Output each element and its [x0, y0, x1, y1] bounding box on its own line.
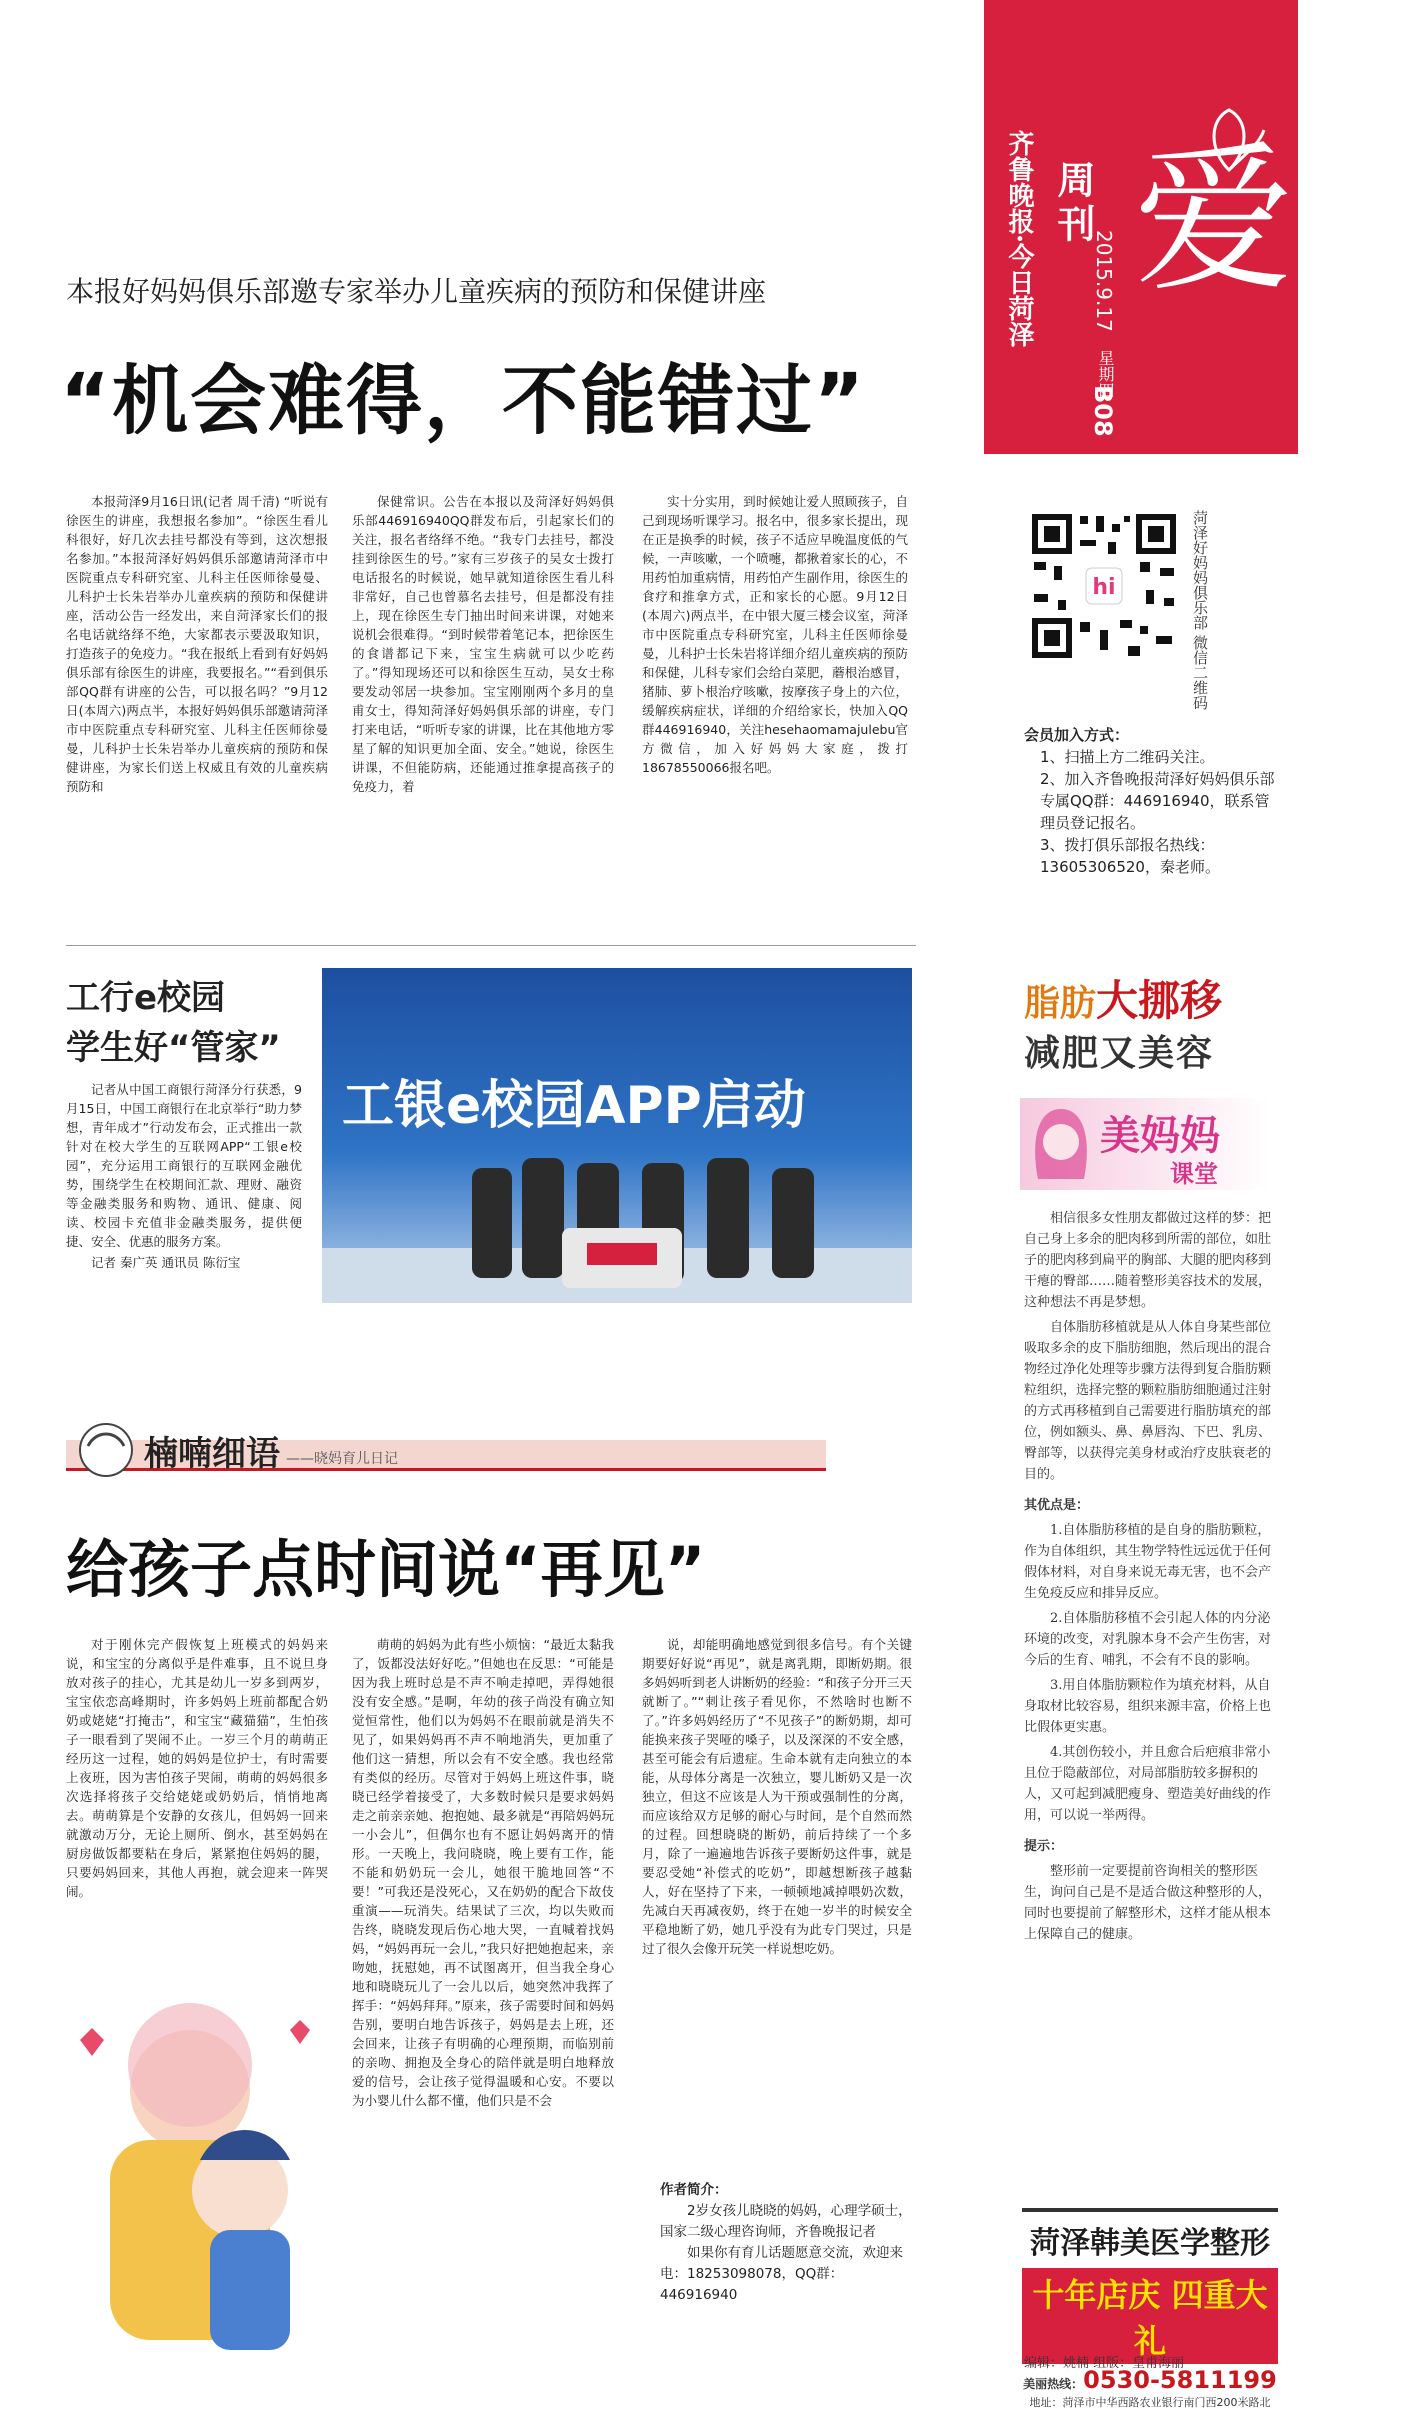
qr-caption — [1190, 510, 1210, 710]
fat-point-2: 2.自体脂肪移植不会引起人体的内分泌环境的改变，对乳腺本身不会产生伤害，对今后的生育、哺乳，不会有不良的影响。 — [1024, 1611, 1272, 1668]
clinic-ad — [1022, 2208, 1278, 2409]
clinic-hotline-label: 美丽热线： — [1023, 2377, 1084, 2391]
column-col2 — [352, 1635, 614, 2112]
members-item-3: 3、拨打俱乐部报名热线：13605306520，秦老师。 — [1040, 836, 1220, 876]
fat-title-big: 大挪移 — [1096, 976, 1223, 1025]
article2-body-text: 记者从中国工商银行菏泽分行获悉，9月15日，中国工商银行在北京举行“助力梦想，青年成才”行动发布会，正式推出一款针对在校大学生的互联网APP“工银e校园”，充分运用工商银行的互联网金融优势，围绕学生在校期间汇款、理财、融资等金融类服务和购物、通讯、健康、阅读、校园卡充值非金融类服务，提供便捷、安全、优惠的服务方案。 — [66, 1082, 302, 1249]
article2-title-1: 工行e校园 — [66, 978, 226, 1018]
fat-point-1: 1.自体脂肪移植的是自身的脂肪颗粒，作为自体组织，其生物学特性远远优于任何假体材料，对自身来说无毒无害，也不会产生免疫反应和排异反应。 — [1024, 1523, 1272, 1601]
photo-caption: 工银e校园APP启动 — [342, 1076, 806, 1136]
article1-col3-text: 实十分实用，到时候她让爱人照顾孩子，自己到现场听课学习。报名中，很多家长提出，现在正是换季的时候，孩子不适应早晚温度低的气候，一声咳嗽，一个喷嚏，都揪着家长的心，不用药怕加重病情，用药怕产生副作用，徐医生的食疗和推拿方式，正和家长的心愿。9月12日(本周六)两点半，在中银大厦三楼会议室，菏泽市中医院重点专科研究室，儿科主任医师徐曼曼，儿科护士长朱岩将详细介绍儿童疾病的预防和保健，儿科专家们会给白菜肥，蘑根治感冒，猪肺、萝卜根治疗咳嗽，按摩孩子身上的六位，缓解疾病症状，详细的介绍给家长，快加入QQ群446916940，关注hesehaomamajulebu官方微信，加入好妈妈大家庭，拨打18678550066报名吧。 — [642, 494, 908, 775]
members-item-1: 1、扫描上方二维码关注。 — [1040, 748, 1215, 766]
issue-weekday: 星期四 — [1096, 350, 1115, 398]
article2-byline: 记者 秦广英 通讯员 陈衍宝 — [91, 1255, 241, 1270]
article1-col2-text: 保健常识。公告在本报以及菏泽好妈妈俱乐部446916940QQ群发布后，引起家长们的关注，报名者络绎不绝。“我专门去挂号，都没挂到徐医生的号。”家有三岁孩子的吴女士拨打电话报名的时候说，她早就知道徐医生看儿科非常好，自己也曾慕名去挂号，但是都没有挂上，现在徐医生专门抽出时间来讲课，对她来说机会很难得。“到时候带着笔记本，把徐医生的食谱都记下来，宝宝生病就可以少吃药了。”得知现场还可以和徐医生互动，吴女士称要发动邻居一块参加。宝宝刚刚两个多月的皇甫女士，得知菏泽好妈妈俱乐部的讲座，专门打来电话，“听听专家的讲课，比在其他地方零星了解的知识更加全面、安全。”她说，徐医生讲课，不但能防病，还能通过推拿提高孩子的免疫力，着 — [352, 494, 614, 794]
flower-icon — [1189, 100, 1269, 180]
author-box — [660, 2180, 920, 2306]
divider — [66, 945, 916, 946]
fat-point-4: 4.其创伤较小，并且愈合后疤痕非常小且位于隐蔽部位，对局部脂肪较多摒积的人，又可起到减肥瘦身、塑造美好曲线的作用，可以说一举两得。 — [1024, 1745, 1272, 1823]
article1-col1-text: 本报菏泽9月16日讯(记者 周千清) “听说有徐医生的讲座，我想报名参加”。“徐医生看儿科很好，好几次去挂号都没有等到，这次想报名参加。”本报菏泽好妈妈俱乐部邀请菏泽市中医院重点专科研究室、儿科主任医师徐曼曼、儿科护士长朱岩举办儿童疾病的预防和保健讲座，活动公告一经发出，来自菏泽家长们的报名电话就络绎不绝，大家都表示要汲取知识，打造孩子的免疫力。“我在报纸上看到有好妈妈俱乐部有徐医生的讲座，我要报名。”“看到俱乐部QQ群有讲座的公告，可以报名吗？”9月12日(本周六)两点半，本报好妈妈俱乐部邀请菏泽市中医院重点专科研究室、儿科主任医师徐曼曼，儿科护士长朱岩举办儿童疾病的预防和保健讲座，为家长们送上权威且有效的儿童疾病预防和 — [66, 494, 328, 794]
editor-credit: 编辑：姚楠 组版：皇甫海丽 — [1024, 2356, 1185, 2371]
mama-banner-sub: 课堂 — [1170, 1160, 1218, 1188]
article2-title-2: 学生好“管家” — [66, 1028, 281, 1068]
column-title: 给孩子点时间说“再见” — [66, 1533, 706, 1606]
column-col2-text: 萌萌的妈妈为此有些小烦恼：“最近太黏我了，饭都没法好好吃。”但她也在反思：“可能是因为我上班时总是不声不响走掉吧，弄得她很没有安全感。”是啊，年幼的孩子尚没有确立知觉恒常性，他们以为妈妈不在眼前就是消失不见了，如果妈妈再不声不响地消失，更加重了他们这一猜想，所以会有不安全感。我也经常有类似的经历。尽管对于妈妈上班这件事，晓晓已经学着接受了，大多数时候只是要求妈妈走之前亲亲她、抱抱她、最多就是“再陪妈妈玩一小会儿”，但偶尔也有不愿让妈妈离开的情形。一天晚上，我问晓晓，晚上要有工作，能不能和奶奶玩一会儿，她很干脆地回答“不要！”可我还是没死心，又在奶奶的配合下故伎重演——玩消失。结果试了三次，均以失败而告终，晓晓发现后伤心地大哭，一直喊着找妈妈，“妈妈再玩一会儿，”我只好把她抱起来，亲吻她，抚慰她，再不试图离开，但当我全身心地和晓晓玩儿了一会儿以后，她突然冲我挥了挥手：“妈妈拜拜。”原来，孩子需要时间和妈妈告别，要明白地告诉孩子，妈妈是去上班，还会回来，让孩子有明确的心理预期，而临别前的亲吻、拥抱及全身心的陪伴就是明白地释放爱的信号，会让孩子觉得温暖和心安。不要以为小婴儿什么都不懂，他们只是不会 — [352, 1637, 614, 2108]
fat-tip: 整形前一定要提前咨询相关的整形医生，询问自己是不是适合做这种整形的人，同时也要提前了解整形术，这样才能从根本上保障自己的健康。 — [1024, 1864, 1272, 1942]
qr-code — [1028, 510, 1180, 662]
members-item-2: 2、加入齐鲁晚报菏泽好妈妈俱乐部专属QQ群：446916940，联系管理员登记报名。 — [1040, 770, 1275, 832]
column-col3-text: 说，却能明确地感觉到很多信号。有个关键期要好好说“再见”，就是离乳期，即断奶期。很多妈妈听到老人讲断奶的经验：“和孩子分开三天就断了。”“刺让孩子看见你，不然啥时也断不了。”许多妈妈经历了“不见孩子”的断奶期，却可能换来孩子哭哑的嗓子，以及深深的不安全感，甚至可能会有后遗症。生命本就有走向独立的本能，从母体分离是一次独立，婴儿断奶又是一次独立，但这不应该是人为干预或强制性的分离，而应该给双方足够的耐心与时间，是个自然而然的过程。回想晓晓的断奶，前后持续了一个多月，除了一遍遍地告诉孩子要断奶这件事，就是要忍受她“补偿式的吃奶”，即越想断孩子越黏人，好在坚持了下来，一顿顿地减掉喂奶次数，先减白天再减夜奶，终于在她一岁半的时候安全平稳地断了奶，她几乎没有为此专门哭过，只是过了很久会像开玩笑一样说想吃奶。 — [642, 1637, 912, 1956]
fat-point-3: 3.用自体脂肪颗粒作为填充材料，从自身取材比较容易，组织来源丰富，价格上也比假体更实惠。 — [1024, 1678, 1272, 1735]
fat-title — [1024, 968, 1222, 1028]
column-badge-sub: ——晓妈育儿日记 — [286, 1451, 398, 1467]
article1-col2 — [352, 492, 614, 798]
author-body: 2岁女孩儿晓晓的妈妈，心理学硕士，国家二级心理咨询师，齐鲁晚报记者 — [660, 2203, 912, 2240]
paper-name: 齐鲁晚报·今日菏泽 — [1004, 130, 1034, 348]
column-badge — [66, 1420, 826, 1490]
section-logo: 爱 — [1134, 126, 1295, 313]
article1-kicker: 本报好妈妈俱乐部邀专家举办儿童疾病的预防和保健讲座 — [66, 275, 767, 308]
masthead — [984, 0, 1298, 454]
woman-face-icon — [1026, 1104, 1096, 1184]
issue-date: 2015.9.17 — [1092, 230, 1116, 332]
clinic-address: 地址：菏泽市中华西路农业银行南门西200米路北 — [1029, 2396, 1271, 2409]
clinic-name: 菏泽韩美医学整形 — [1030, 2226, 1270, 2261]
clinic-banner: 十年店庆 四重大礼 — [1022, 2268, 1278, 2364]
fat-title-pre: 脂肪 — [1024, 983, 1097, 1024]
qr-caption-1: 菏泽好妈妈俱乐部 — [1191, 510, 1209, 630]
weekly-label: 周刊 — [1051, 160, 1095, 248]
qr-code-icon — [1028, 510, 1180, 662]
members-title: 会员加入方式： — [1024, 726, 1130, 744]
fat-para-1: 相信很多女性朋友都做过这样的梦：把自己身上多余的肥肉移到所需的部位，如肚子的肥肉移到扁平的胸部、大腿的肥肉移到干瘪的臀部……随着整形美容技术的发展，这种想法不再是梦想。 — [1024, 1211, 1272, 1310]
fat-para-2: 自体脂肪移植就是从人体自身某些部位吸取多余的皮下脂肪细胞，然后现出的混合物经过净化处理等步骤方法得到复合脂肪颗粒组织，选择完整的颗粒脂肪细胞通过注射的方式再移植到自己需要进行脂肪填充的部位，例如额头、鼻、鼻唇沟、下巴、乳房、臀部等，以获得完美身材或治疗皮肤衰老的目的。 — [1024, 1320, 1272, 1482]
article1-title: “机会难得，不能错过” — [60, 356, 866, 445]
article2-photo — [322, 968, 912, 1303]
column-col1-text: 对于刚休完产假恢复上班模式的妈妈来说，和宝宝的分离似乎是件难事，且不说旦身放对孩子的挂心，尤其是幼儿一岁多到两岁，宝宝依恋高峰期时，许多妈妈上班前都配合奶奶或姥姥“打掩击”，和宝宝“藏猫猫”，生怕孩子一眼看到了哭闹不止。一岁三个月的萌萌正经历这一过程，她的妈妈是位护士，有时需要上夜班，因为害怕孩子哭闹，萌萌的妈妈很多次选择将孩子交给姥姥或奶奶后，悄悄地离去。萌萌算是个安静的女孩儿，但妈妈一回来就激动万分，无论上厕所、倒水，甚至妈妈在厨房做饭都要粘在身后，紧紧抱住妈妈的腿，只要妈妈回来，其他人再抱，就会迎来一阵哭闹。 — [66, 1637, 328, 1899]
article2-body — [66, 1080, 302, 1274]
fat-subtitle: 减肥又美容 — [1024, 1033, 1215, 1074]
mother-child-illustration — [40, 2000, 340, 2360]
mama-banner — [1020, 1098, 1270, 1190]
column-col1 — [66, 1635, 328, 1903]
members-box — [1024, 724, 1284, 878]
page-number: B08 — [1089, 385, 1117, 437]
author-contact: 如果你有育儿话题愿意交流，欢迎来电：18253098078，QQ群：446916940 — [660, 2245, 903, 2303]
column-col3 — [642, 1635, 912, 1960]
photo-people-icon — [322, 1148, 912, 1303]
article1-col1 — [66, 492, 328, 798]
article1-col3 — [642, 492, 908, 779]
qr-caption-2: 微信二维码 — [1191, 634, 1209, 710]
svg-text:hi: hi — [1092, 575, 1116, 600]
fat-article — [1024, 1208, 1282, 1949]
fat-tip-title: 提示： — [1024, 1839, 1064, 1854]
mama-banner-name: 美妈妈 — [1100, 1113, 1220, 1159]
author-title: 作者简介： — [660, 2182, 728, 2198]
clinic-hotline-number: 0530-5811199 — [1083, 2366, 1277, 2394]
fat-points-title: 其优点是： — [1024, 1498, 1090, 1513]
column-badge-name: 楠喃细语 — [144, 1434, 280, 1474]
